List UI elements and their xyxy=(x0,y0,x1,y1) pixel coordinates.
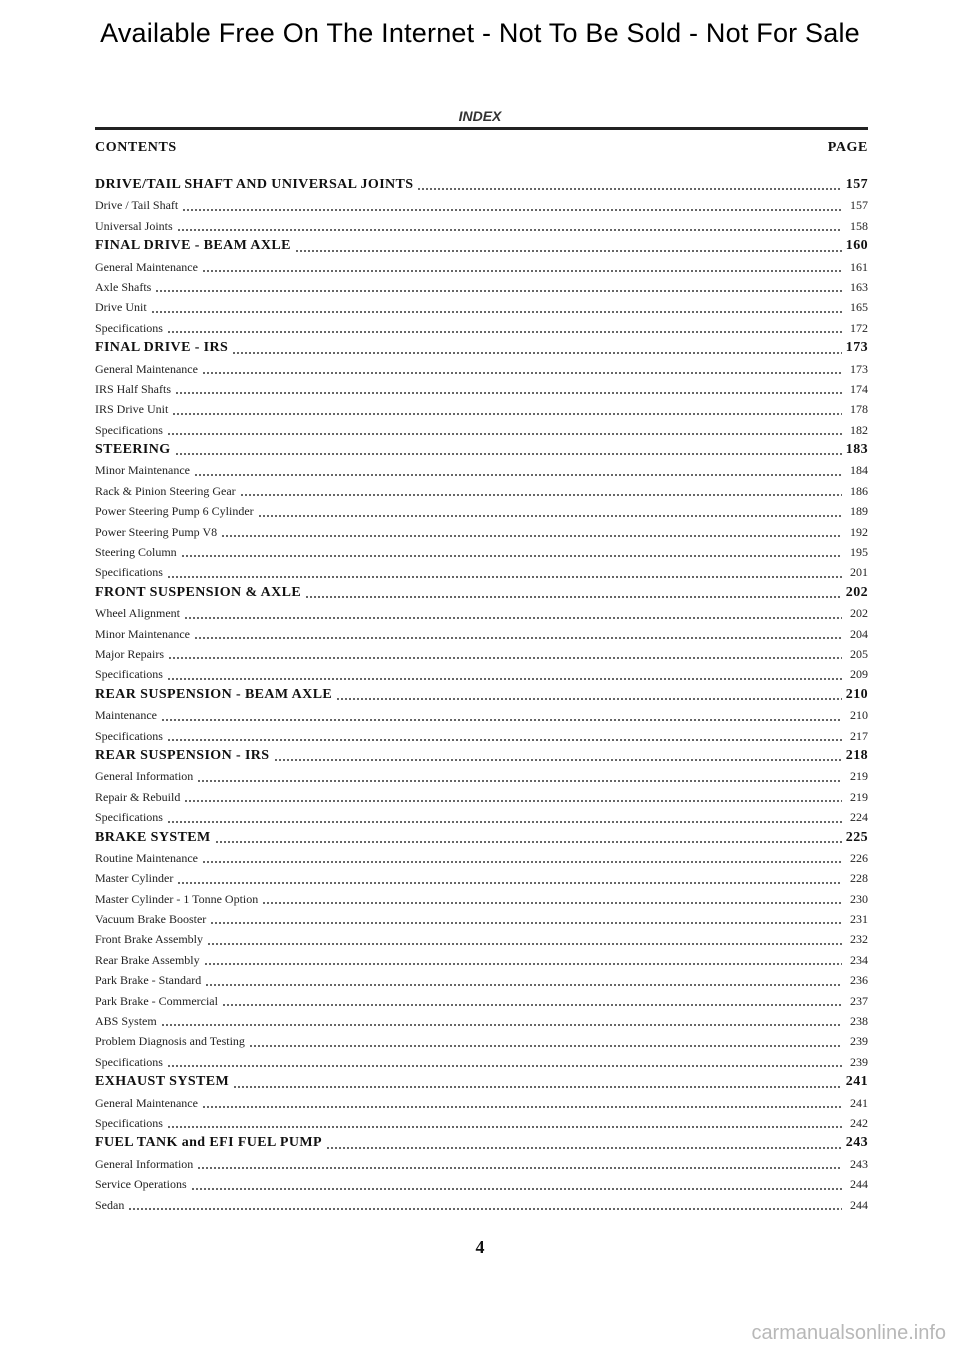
toc-entry-title: Minor Maintenance xyxy=(95,463,190,478)
toc-dot-leader xyxy=(204,963,842,965)
toc-entry-row xyxy=(95,420,868,440)
toc-entry-page: 195 xyxy=(850,545,868,560)
toc-dot-leader xyxy=(233,1086,842,1088)
toc-entry-page: 158 xyxy=(850,218,868,233)
toc-entry-page: 244 xyxy=(850,1197,868,1212)
toc-entry-title: General Maintenance xyxy=(95,361,198,376)
toc-entry-title: Service Operations xyxy=(95,1177,187,1192)
toc-entry-page: 157 xyxy=(845,177,868,192)
toc-entry-title: FUEL TANK and EFI FUEL PUMP xyxy=(95,1135,322,1151)
toc-entry-title: General Maintenance xyxy=(95,1095,198,1110)
toc-entry-row xyxy=(95,889,868,909)
toc-entry-title: Specifications xyxy=(95,667,163,682)
toc-section-row xyxy=(95,828,868,848)
toc-entry-title: EXHAUST SYSTEM xyxy=(95,1074,230,1090)
toc-entry-row xyxy=(95,644,868,664)
toc-dot-leader xyxy=(182,209,842,211)
toc-entry-page: 201 xyxy=(850,565,868,580)
toc-dot-leader xyxy=(175,453,842,455)
toc-entry-page: 202 xyxy=(850,606,868,621)
toc-entry-page: 241 xyxy=(850,1095,868,1110)
toc-dot-leader xyxy=(177,229,842,231)
toc-entry-page: 157 xyxy=(850,198,868,213)
toc-entry-title: Drive Unit xyxy=(95,300,147,315)
toc-entry-row xyxy=(95,1031,868,1051)
toc-entry-page: 173 xyxy=(845,340,868,356)
toc-entry-page: 244 xyxy=(850,1177,868,1192)
toc-entry-title: Wheel Alignment xyxy=(95,606,180,621)
toc-entry-row xyxy=(95,1195,868,1215)
toc-entry-page: 217 xyxy=(850,728,868,743)
toc-entry-title: Power Steering Pump V8 xyxy=(95,524,218,539)
toc-entry-row xyxy=(95,318,868,338)
toc-entry-title: Specifications xyxy=(95,422,163,437)
toc-entry-row xyxy=(95,195,868,215)
toc-entry-title: IRS Drive Unit xyxy=(95,402,169,417)
toc-entry-page: 205 xyxy=(850,646,868,661)
toc-entry-title: Master Cylinder xyxy=(95,871,174,886)
toc-entry-title: Specifications xyxy=(95,1115,163,1130)
toc-section-row xyxy=(95,1133,868,1153)
toc-entry-page: 225 xyxy=(845,829,868,845)
toc-entry-row xyxy=(95,807,868,827)
toc-dot-leader xyxy=(305,596,842,598)
toc-entry-page: 239 xyxy=(850,1034,868,1049)
toc-dot-leader xyxy=(167,1065,842,1067)
toc-entry-row xyxy=(95,766,868,786)
toc-entry-title: Steering Column xyxy=(95,545,177,560)
toc-dot-leader xyxy=(167,576,842,578)
toc-section-row xyxy=(95,236,868,256)
toc-entry-title: Repair & Rebuild xyxy=(95,789,181,804)
table-of-contents xyxy=(95,175,868,1215)
toc-entry-title: Drive / Tail Shaft xyxy=(95,198,179,213)
toc-dot-leader xyxy=(210,922,842,924)
toc-entry-row xyxy=(95,216,868,236)
page-number: 4 xyxy=(475,1237,485,1257)
toc-entry-page: 232 xyxy=(850,932,868,947)
toc-entry-row xyxy=(95,481,868,501)
toc-dot-leader xyxy=(181,555,842,557)
toc-entry-row xyxy=(95,950,868,970)
toc-entry-page: 226 xyxy=(850,850,868,865)
toc-dot-leader xyxy=(167,739,842,741)
toc-entry-row xyxy=(95,603,868,623)
toc-dot-leader xyxy=(202,861,842,863)
toc-entry-page: 184 xyxy=(850,463,868,478)
toc-entry-page: 237 xyxy=(850,993,868,1008)
toc-entry-page: 219 xyxy=(850,769,868,784)
toc-dot-leader xyxy=(172,413,842,415)
toc-dot-leader xyxy=(175,392,842,394)
toc-entry-page: 186 xyxy=(850,483,868,498)
toc-dot-leader xyxy=(184,617,842,619)
toc-section-row xyxy=(95,746,868,766)
toc-entry-row xyxy=(95,460,868,480)
toc-entry-page: 242 xyxy=(850,1115,868,1130)
toc-entry-title: Maintenance xyxy=(95,708,157,723)
toc-dot-leader xyxy=(202,372,842,374)
toc-entry-title: FINAL DRIVE - BEAM AXLE xyxy=(95,238,291,254)
toc-entry-page: 160 xyxy=(845,238,868,254)
toc-entry-row xyxy=(95,848,868,868)
toc-entry-row xyxy=(95,1052,868,1072)
toc-entry-row xyxy=(95,1093,868,1113)
toc-entry-row xyxy=(95,277,868,297)
toc-entry-row xyxy=(95,257,868,277)
toc-entry-page: 239 xyxy=(850,1054,868,1069)
toc-entry-title: Specifications xyxy=(95,1054,163,1069)
toc-dot-leader xyxy=(167,821,842,823)
toc-entry-page: 173 xyxy=(850,361,868,376)
toc-entry-page: 192 xyxy=(850,524,868,539)
toc-entry-row xyxy=(95,664,868,684)
toc-entry-row xyxy=(95,542,868,562)
header-rule xyxy=(95,127,868,130)
toc-entry-row xyxy=(95,929,868,949)
toc-entry-title: Problem Diagnosis and Testing xyxy=(95,1034,245,1049)
toc-entry-page: 210 xyxy=(845,686,868,702)
toc-entry-title: FRONT SUSPENSION & AXLE xyxy=(95,584,302,600)
toc-entry-title: Specifications xyxy=(95,810,163,825)
toc-entry-title: Master Cylinder - 1 Tonne Option xyxy=(95,891,259,906)
toc-entry-row xyxy=(95,379,868,399)
contents-label: CONTENTS xyxy=(95,140,177,155)
toc-dot-leader xyxy=(161,1024,842,1026)
toc-entry-title: STEERING xyxy=(95,442,171,458)
toc-entry-row xyxy=(95,705,868,725)
toc-entry-page: 230 xyxy=(850,891,868,906)
toc-dot-leader xyxy=(194,637,842,639)
toc-entry-title: Park Brake - Commercial xyxy=(95,993,218,1008)
toc-entry-row xyxy=(95,624,868,644)
toc-dot-leader xyxy=(274,759,842,761)
toc-entry-title: REAR SUSPENSION - IRS xyxy=(95,747,270,763)
toc-entry-page: 209 xyxy=(850,667,868,682)
toc-dot-leader xyxy=(295,250,842,252)
toc-entry-page: 219 xyxy=(850,789,868,804)
toc-entry-title: Power Steering Pump 6 Cylinder xyxy=(95,504,254,519)
toc-entry-page: 172 xyxy=(850,320,868,335)
toc-entry-page: 161 xyxy=(850,259,868,274)
toc-entry-row xyxy=(95,1174,868,1194)
toc-entry-title: DRIVE/TAIL SHAFT AND UNIVERSAL JOINTS xyxy=(95,177,414,192)
toc-entry-row xyxy=(95,501,868,521)
toc-entry-page: 182 xyxy=(850,422,868,437)
toc-entry-page: 174 xyxy=(850,381,868,396)
toc-entry-title: Park Brake - Standard xyxy=(95,973,202,988)
toc-dot-leader xyxy=(232,352,842,354)
toc-entry-row xyxy=(95,726,868,746)
toc-dot-leader xyxy=(167,433,842,435)
toc-dot-leader xyxy=(326,1147,842,1149)
toc-dot-leader xyxy=(177,882,842,884)
toc-entry-title: Specifications xyxy=(95,320,163,335)
toc-entry-page: 234 xyxy=(850,952,868,967)
toc-entry-page: 236 xyxy=(850,973,868,988)
toc-entry-page: 189 xyxy=(850,504,868,519)
toc-dot-leader xyxy=(336,698,842,700)
toc-dot-leader xyxy=(249,1045,842,1047)
toc-entry-title: Vacuum Brake Booster xyxy=(95,912,207,927)
toc-entry-title: General Information xyxy=(95,769,194,784)
site-watermark: carmanualsonline.info xyxy=(751,1322,946,1344)
toc-entry-title: Rack & Pinion Steering Gear xyxy=(95,483,236,498)
toc-entry-title: Major Repairs xyxy=(95,646,164,661)
toc-entry-page: 178 xyxy=(850,402,868,417)
toc-entry-page: 183 xyxy=(845,442,868,458)
page-label: PAGE xyxy=(827,140,868,155)
toc-entry-page: 218 xyxy=(845,747,868,763)
toc-entry-page: 243 xyxy=(850,1156,868,1171)
toc-dot-leader xyxy=(205,984,842,986)
toc-dot-leader xyxy=(215,841,842,843)
toc-dot-leader xyxy=(222,1004,842,1006)
toc-entry-row xyxy=(95,1011,868,1031)
toc-entry-row xyxy=(95,970,868,990)
toc-dot-leader xyxy=(194,474,842,476)
toc-dot-leader xyxy=(167,678,842,680)
toc-entry-row xyxy=(95,868,868,888)
toc-dot-leader xyxy=(258,515,842,517)
toc-entry-title: Sedan xyxy=(95,1197,125,1212)
toc-entry-title: General Maintenance xyxy=(95,259,198,274)
toc-entry-page: 204 xyxy=(850,626,868,641)
index-title: INDEX xyxy=(458,108,502,124)
toc-dot-leader xyxy=(197,1167,842,1169)
toc-dot-leader xyxy=(128,1208,842,1210)
toc-dot-leader xyxy=(221,535,842,537)
toc-section-row xyxy=(95,583,868,603)
toc-entry-title: Specifications xyxy=(95,565,163,580)
contents-header xyxy=(95,140,868,156)
toc-dot-leader xyxy=(262,902,842,904)
toc-entry-page: 165 xyxy=(850,300,868,315)
toc-dot-leader xyxy=(197,780,842,782)
toc-entry-row xyxy=(95,522,868,542)
toc-entry-page: 224 xyxy=(850,810,868,825)
toc-entry-row xyxy=(95,359,868,379)
toc-entry-title: Rear Brake Assembly xyxy=(95,952,200,967)
toc-entry-page: 243 xyxy=(845,1135,868,1151)
toc-dot-leader xyxy=(167,331,842,333)
toc-dot-leader xyxy=(168,657,842,659)
toc-dot-leader xyxy=(184,800,842,802)
toc-entry-row xyxy=(95,1154,868,1174)
toc-entry-title: BRAKE SYSTEM xyxy=(95,829,211,845)
toc-entry-row xyxy=(95,787,868,807)
toc-entry-title: ABS System xyxy=(95,1014,157,1029)
toc-section-row xyxy=(95,338,868,358)
toc-entry-row xyxy=(95,991,868,1011)
toc-section-row xyxy=(95,1072,868,1092)
toc-dot-leader xyxy=(207,943,842,945)
toc-entry-page: 231 xyxy=(850,912,868,927)
toc-entry-title: FINAL DRIVE - IRS xyxy=(95,340,229,356)
toc-section-row xyxy=(95,175,868,195)
toc-entry-row xyxy=(95,297,868,317)
toc-section-row xyxy=(95,440,868,460)
toc-entry-title: Axle Shafts xyxy=(95,279,152,294)
toc-section-row xyxy=(95,685,868,705)
toc-entry-title: General Information xyxy=(95,1156,194,1171)
toc-entry-row xyxy=(95,399,868,419)
toc-entry-title: Front Brake Assembly xyxy=(95,932,203,947)
toc-dot-leader xyxy=(155,290,842,292)
toc-dot-leader xyxy=(191,1188,842,1190)
toc-dot-leader xyxy=(202,1106,842,1108)
toc-dot-leader xyxy=(167,1126,842,1128)
toc-dot-leader xyxy=(240,494,842,496)
toc-entry-title: IRS Half Shafts xyxy=(95,381,171,396)
toc-entry-title: Specifications xyxy=(95,728,163,743)
toc-entry-title: Routine Maintenance xyxy=(95,850,198,865)
toc-entry-page: 228 xyxy=(850,871,868,886)
toc-dot-leader xyxy=(151,311,842,313)
toc-dot-leader xyxy=(417,188,841,190)
toc-entry-row xyxy=(95,562,868,582)
toc-entry-page: 238 xyxy=(850,1014,868,1029)
toc-entry-title: REAR SUSPENSION - BEAM AXLE xyxy=(95,686,333,702)
toc-entry-row xyxy=(95,909,868,929)
toc-entry-page: 202 xyxy=(845,584,868,600)
toc-entry-title: Universal Joints xyxy=(95,218,173,233)
toc-entry-page: 210 xyxy=(850,708,868,723)
toc-entry-page: 241 xyxy=(845,1074,868,1090)
toc-entry-row xyxy=(95,1113,868,1133)
free-availability-banner: Available Free On The Internet - Not To Be Sold - Not For Sale xyxy=(100,18,860,48)
toc-dot-leader xyxy=(161,719,842,721)
toc-dot-leader xyxy=(202,270,842,272)
toc-entry-title: Minor Maintenance xyxy=(95,626,190,641)
toc-entry-page: 163 xyxy=(850,279,868,294)
